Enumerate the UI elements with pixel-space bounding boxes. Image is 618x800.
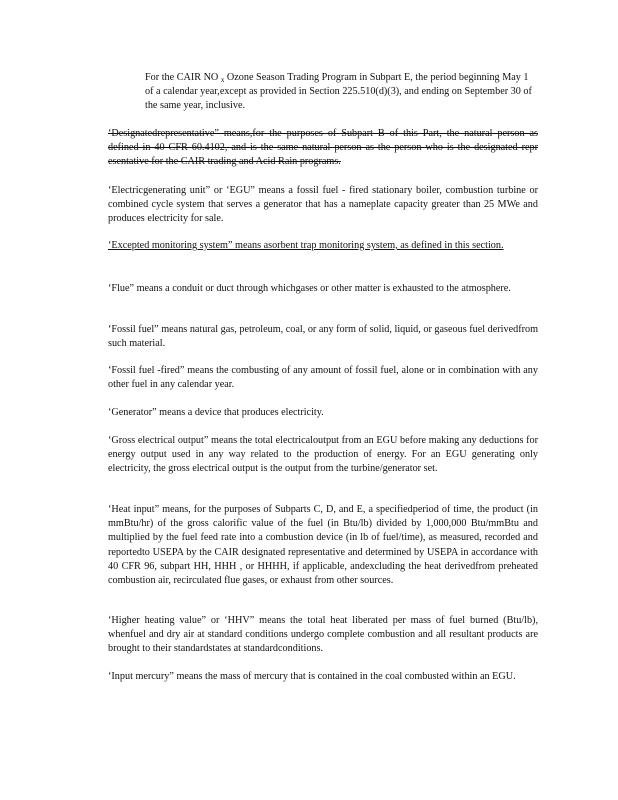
subscript-x: x: [220, 76, 225, 84]
designated-representative-definition: ‘Designatedrepresentative” means,for the purposes of Subpart B of this Part, the natural person as defined in 40 CFR 60.4102, and is the same natural person as the person who is the designated repr esentative for the CAIR trading and Acid Rain programs.: [108, 128, 538, 168]
input-mercury-definition: ‘Input mercury” means the mass of mercury that is contained in the coal combusted within an EGU.: [108, 671, 516, 682]
generator-definition: ‘Generator” means a device that produces electricity.: [108, 407, 324, 418]
flue-definition: ‘Flue” means a conduit or duct through whichgases or other matter is exhausted to the atmosphere.: [108, 283, 511, 294]
gross-electrical-output-definition: ‘Gross electrical output” means the total electricaloutput from an EGU before making any deductions for energy output used in any way related to the production of energy. For an EGU generating only electricity, the gross electrical output is the output from the turbine/generator set.: [108, 435, 538, 475]
heat-input-definition: ‘Heat input” means, for the purposes of Subparts C, D, and E, a specifiedperiod of time, the product (in mmBtu/hr) of the gross calorific value of the fuel (in Btu/lb) divided by 1,000,000 Btu/mmBtu and multiplied by the fuel feed rate into a combustion device (in lb of fuel/time), as measured, recorded and reportedto USEPA by the CAIR designated representative and determined by USEPA in accordance with 40 CFR 96, subpart HH, HHH , or HHHH, if applicable, andexcluding the heat derivedfrom preheated combustion air, recirculated flue gases, or exhaust from other sources.: [108, 504, 538, 587]
excepted-monitoring-system-definition: ‘Excepted monitoring system” means asorbent trap monitoring system, as defined in this section.: [108, 240, 504, 251]
higher-heating-value-definition: ‘Higher heating value” or ‘HHV” means the total heat liberated per mass of fuel burned (Btu/lb), whenfuel and dry air at standard conditions undergo complete combustion and all resultant products are brought to their standardstates at standardconditions.: [108, 615, 538, 655]
fossil-fuel-definition: ‘Fossil fuel” means natural gas, petroleum, coal, or any form of solid, liquid, or gaseous fuel derivedfrom such material.: [108, 324, 538, 350]
ozone-season-paragraph: For the CAIR NO x Ozone Season Trading Program in Subpart E, the period beginning May 1 of a calendar year,except as provided in Section 225.510(d)(3), and ending on September 30 of the same year, inclusive.: [145, 72, 532, 112]
electric-generating-unit-definition: ‘Electricgenerating unit” or ‘EGU” means a fossil fuel - fired stationary boiler, combustion turbine or combined cycle system that serves a generator that has a nameplate capacity greater than 25 MWe and produces electricity for sale.: [108, 185, 538, 225]
fossil-fuel-fired-definition: ‘Fossil fuel -fired” means the combusting of any amount of fossil fuel, alone or in combination with any other fuel in any calendar year.: [108, 365, 538, 391]
